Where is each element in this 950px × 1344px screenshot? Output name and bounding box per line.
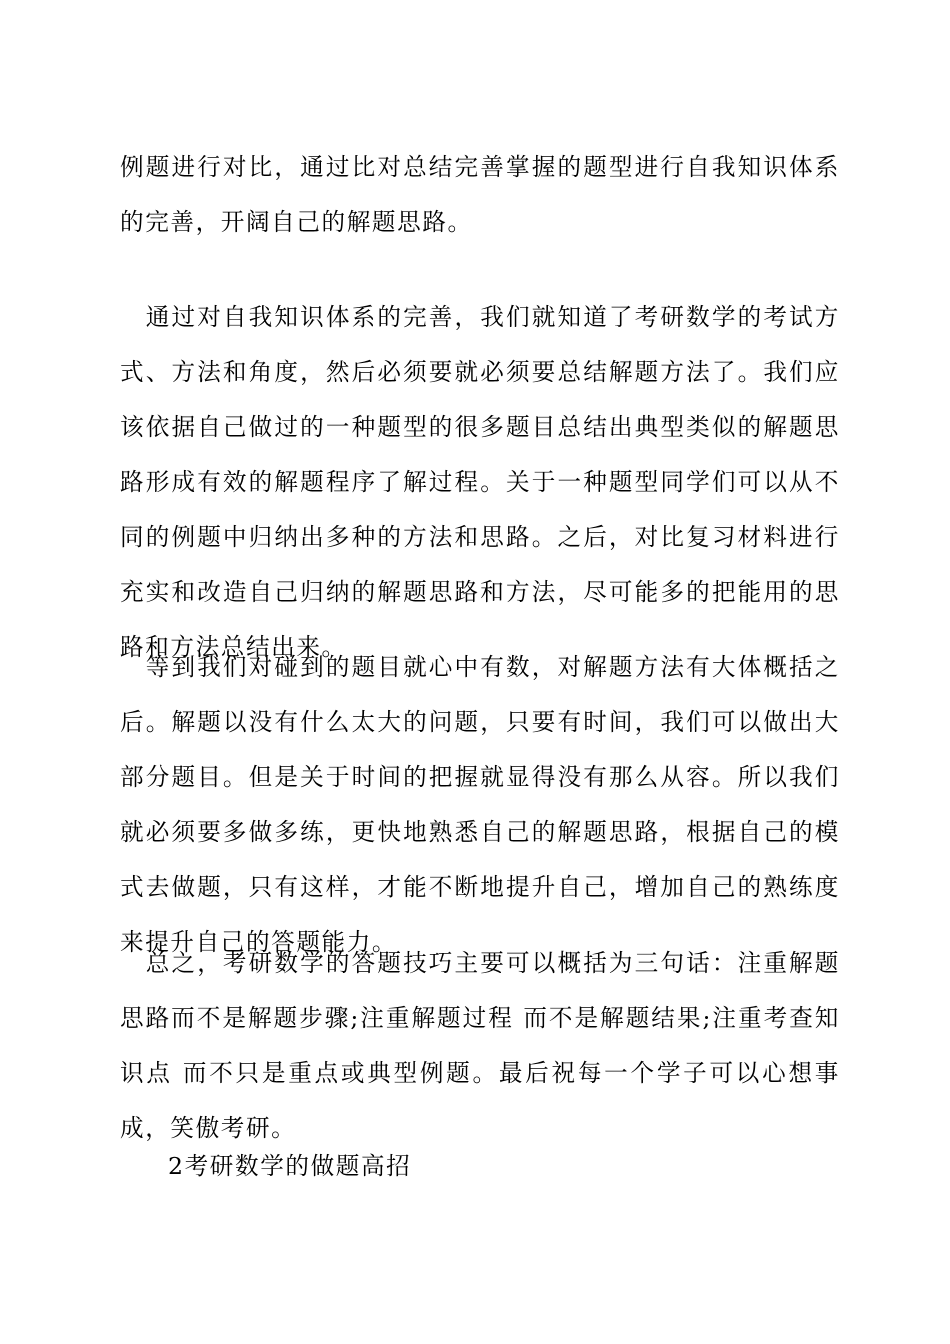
body-paragraph-2: 通过对自我知识体系的完善，我们就知道了考研数学的考试方式、方法和角度，然后必须要就必须要总结解题方法了。我们应该依据自己做过的一种题型的很多题目总结出典型类似的解题思路形成有效的解题程序了解过程。关于一种题型同学们可以从不同的例题中归纳出多种的方法和思路。之后，对比复习材料进行充实和改造自己归纳的解题思路和方法，尽可能多的把能用的思路和方法总结出来。: [120, 303, 840, 661]
section-heading: 2考研数学的做题高招: [168, 1152, 412, 1180]
body-paragraph-3: 等到我们对碰到的题目就心中有数，对解题方法有大体概括之后。解题以没有什么太大的问题，只要有时间，我们可以做出大部分题目。但是关于时间的把握就显得没有那么从容。所以我们就必须要多做多练，更快地熟悉自己的解题思路，根据自己的模式去做题，只有这样，才能不断地提升自己，增加自己的熟练度来提升自己的答题能力。: [120, 653, 840, 956]
body-paragraph-4: 总之，考研数学的答题技巧主要可以概括为三句话：注重解题思路而不是解题步骤;注重解题过程 而不是解题结果;注重考查知识点 而不只是重点或典型例题。最后祝每一个学子可以心想事成，笑傲考研。: [120, 949, 840, 1142]
body-paragraph-1: 例题进行对比，通过比对总结完善掌握的题型进行自我知识体系的完善，开阔自己的解题思路。: [120, 153, 840, 236]
